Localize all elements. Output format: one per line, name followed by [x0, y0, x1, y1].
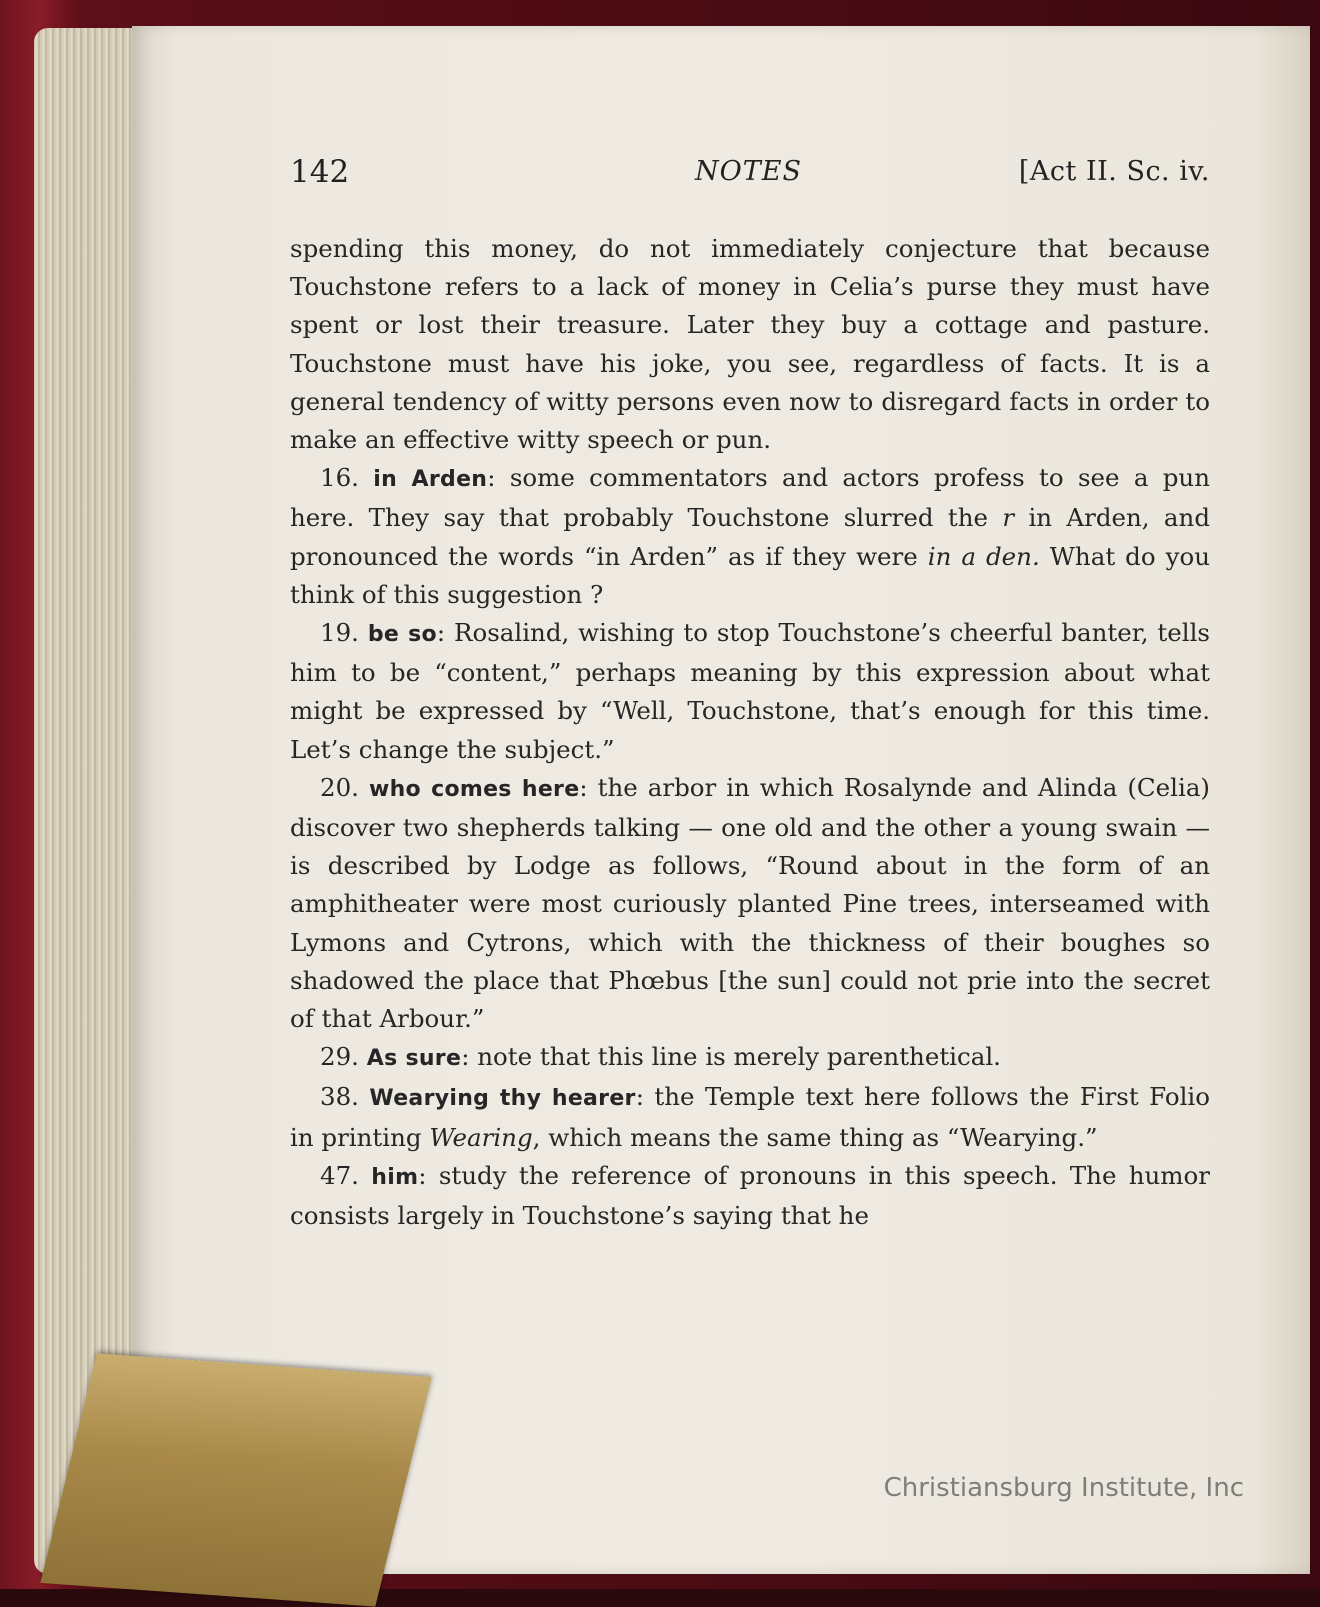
note-number: 38. [320, 1082, 359, 1112]
note-text: : study the reference of pronouns in this speech. The humor consists largely in Touchstone’s saying that he [290, 1160, 1210, 1231]
note-lemma: As sure [366, 1046, 462, 1072]
note-number: 16. [320, 463, 359, 493]
bookmark-ribbon [40, 1353, 431, 1606]
note-20 [290, 769, 1210, 1038]
note-lemma: who comes here [368, 776, 580, 802]
note-text: : some commentators and actors profess to see a pun here. They say that probably Touchstone slurred the [290, 463, 1210, 533]
note-47 [290, 1157, 1210, 1235]
note-38 [290, 1078, 1210, 1156]
note-text: : the arbor in which Rosalynde and Alinda (Celia) discover two shepherds talking — one old and the other a young swain — is described by Lodge as follows, “Round about in the form of an amphitheater were most curiously planted Pine trees, interseamed with Lymons and Cytrons, which with the thickness of their boughes so shadowed the place that Phœbus [the sun] could not prie into the secret of that Arbour.” [290, 772, 1210, 1034]
note-number: 47. [320, 1160, 359, 1190]
note-16 [290, 459, 1210, 614]
note-text: : Rosalind, wishing to stop Touchstone’s cheerful banter, tells him to be “content,” perhaps meaning by this expression about what might be expressed by “Well, Touchstone, that’s enough for this time. Let’s change the subject.” [290, 618, 1210, 764]
note-text: , which means the same thing as “Wearying.” [532, 1122, 1098, 1152]
note-text: What do you think of this suggestion ? [290, 541, 1210, 609]
note-19 [290, 614, 1210, 769]
note-number: 19. [320, 618, 359, 648]
note-29 [290, 1038, 1210, 1078]
note-italic: r [1002, 503, 1015, 533]
note-lemma: in Arden [373, 467, 488, 493]
note-text: : the Temple text here follows the First Folio in printing [290, 1082, 1210, 1152]
note-text: : note that this line is merely parenthetical. [461, 1042, 1001, 1072]
note-number: 29. [320, 1042, 359, 1072]
section-reference: [Act II. Sc. iv. [1018, 156, 1210, 187]
page-number: 142 [290, 154, 350, 190]
note-italic: in a den. [927, 541, 1040, 571]
note-text: in Arden, and pronounced the words “in Arden” as if they were [290, 503, 1211, 571]
note-lemma: him [371, 1164, 419, 1190]
paragraph-continued: spending this money, do not immediately conjecture that because Touchstone refers to a lack of money in Celia’s purse they must have spent or lost their treasure. Later they buy a cottage and pasture. Touchstone must have his joke, you see, regardless of facts. It is a general tendency of witty persons even now to disregard facts in order to make an effective witty speech or pun. [290, 234, 1210, 455]
running-title: NOTES [695, 156, 802, 187]
note-number: 20. [320, 772, 359, 802]
page-edges [34, 28, 144, 1574]
note-italic: Wearing [429, 1122, 533, 1152]
notes-text [290, 230, 1210, 1235]
note-lemma: be so [367, 622, 437, 648]
note-lemma: Wearying thy hearer [369, 1086, 636, 1112]
watermark: Christiansburg Institute, Inc [883, 1473, 1244, 1503]
running-head [290, 150, 1210, 194]
